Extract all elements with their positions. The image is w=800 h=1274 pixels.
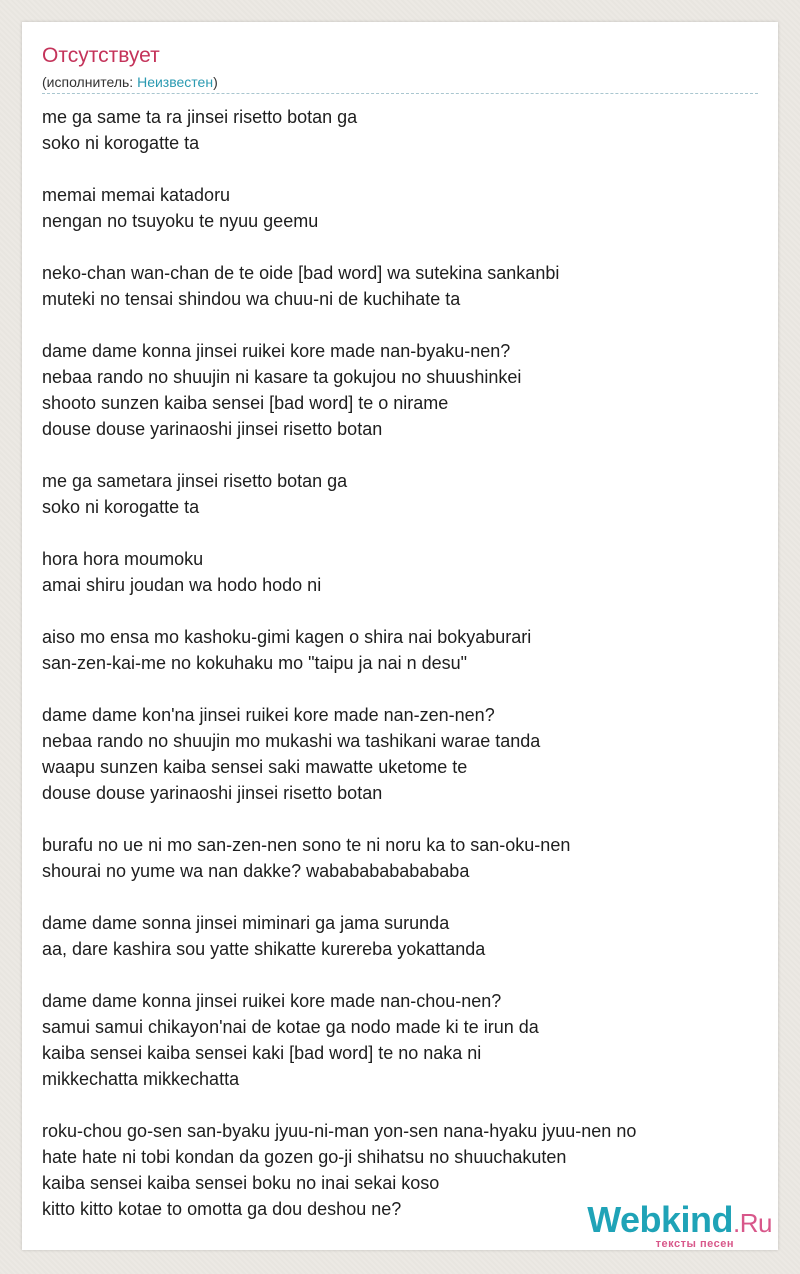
lyrics-stanza: [42, 104, 758, 156]
lyrics-stanza: [42, 910, 758, 962]
lyric-line: aiso mo ensa mo kashoku-gimi kagen o shira nai bokyaburari: [42, 627, 532, 647]
logo-tld: .Ru: [733, 1208, 772, 1238]
lyric-line: soko ni korogatte ta: [42, 133, 200, 153]
lyric-line: douse douse yarinaoshi jinsei risetto botan: [42, 419, 383, 439]
artist-line: [42, 73, 218, 91]
lyric-line: shourai no yume wa nan dakke? wabababababababa: [42, 861, 470, 881]
lyric-line: dame dame sonna jinsei miminari ga jama surunda: [42, 913, 450, 933]
lyric-line: waapu sunzen kaiba sensei saki mawatte uketome te: [42, 757, 468, 777]
lyric-line: hate hate ni tobi kondan da gozen go-ji shihatsu no shuuchakuten: [42, 1147, 567, 1167]
song-title: Отсутствует: [42, 44, 160, 67]
site-logo[interactable]: [587, 1199, 772, 1250]
lyric-line: hora hora moumoku: [42, 549, 204, 569]
lyrics-stanza: [42, 260, 758, 312]
lyric-line: burafu no ue ni mo san-zen-nen sono te ni noru ka to san-oku-nen: [42, 835, 571, 855]
lyric-line: me ga same ta ra jinsei risetto botan ga: [42, 107, 358, 127]
artist-link[interactable]: Неизвестен: [137, 74, 214, 90]
lyric-line: kaiba sensei kaiba sensei kaki [bad word] te no naka ni: [42, 1043, 482, 1063]
lyric-line: soko ni korogatte ta: [42, 497, 200, 517]
lyrics-stanza: [42, 338, 758, 442]
lyric-line: muteki no tensai shindou wa chuu-ni de kuchihate ta: [42, 289, 461, 309]
logo-subtitle: тексты песен: [655, 1238, 734, 1250]
lyric-line: memai memai katadoru: [42, 185, 231, 205]
logo-main-text: Webkind: [587, 1199, 734, 1240]
lyric-line: kaiba sensei kaiba sensei boku no inai sekai koso: [42, 1173, 440, 1193]
lyrics-stanza: [42, 546, 758, 598]
artist-suffix: ): [213, 74, 218, 90]
lyric-line: kitto kitto kotae to omotta ga dou deshou ne?: [42, 1199, 402, 1219]
title-divider: [42, 93, 758, 94]
lyric-line: dame dame kon'na jinsei ruikei kore made nan-zen-nen?: [42, 705, 495, 725]
artist-prefix: (исполнитель:: [42, 74, 138, 90]
lyrics-body: [42, 104, 758, 1248]
lyric-line: mikkechatta mikkechatta: [42, 1069, 240, 1089]
lyrics-stanza: [42, 832, 758, 884]
lyrics-stanza: [42, 624, 758, 676]
lyrics-stanza: [42, 988, 758, 1092]
lyric-line: samui samui chikayon'nai de kotae ga nodo made ki te irun da: [42, 1017, 539, 1037]
lyric-line: nengan no tsuyoku te nyuu geemu: [42, 211, 319, 231]
logo-wordmark: [587, 1199, 772, 1240]
lyric-line: nebaa rando no shuujin ni kasare ta gokujou no shuushinkei: [42, 367, 522, 387]
lyrics-card: [22, 22, 778, 1250]
lyric-line: san-zen-kai-me no kokuhaku mo "taipu ja nai n desu": [42, 653, 468, 673]
lyric-line: aa, dare kashira sou yatte shikatte kurereba yokattanda: [42, 939, 486, 959]
lyric-line: amai shiru joudan wa hodo hodo ni: [42, 575, 322, 595]
lyric-line: roku-chou go-sen san-byaku jyuu-ni-man yon-sen nana-hyaku jyuu-nen no: [42, 1121, 637, 1141]
lyrics-stanza: [42, 182, 758, 234]
lyric-line: dame dame konna jinsei ruikei kore made nan-chou-nen?: [42, 991, 502, 1011]
lyric-line: dame dame konna jinsei ruikei kore made nan-byaku-nen?: [42, 341, 511, 361]
lyrics-stanza: [42, 702, 758, 806]
lyric-line: douse douse yarinaoshi jinsei risetto botan: [42, 783, 383, 803]
lyric-line: me ga sametara jinsei risetto botan ga: [42, 471, 348, 491]
lyric-line: nebaa rando no shuujin mo mukashi wa tashikani warae tanda: [42, 731, 541, 751]
lyrics-stanza: [42, 468, 758, 520]
lyric-line: shooto sunzen kaiba sensei [bad word] te o nirame: [42, 393, 449, 413]
lyric-line: neko-chan wan-chan de te oide [bad word] wa sutekina sankanbi: [42, 263, 560, 283]
